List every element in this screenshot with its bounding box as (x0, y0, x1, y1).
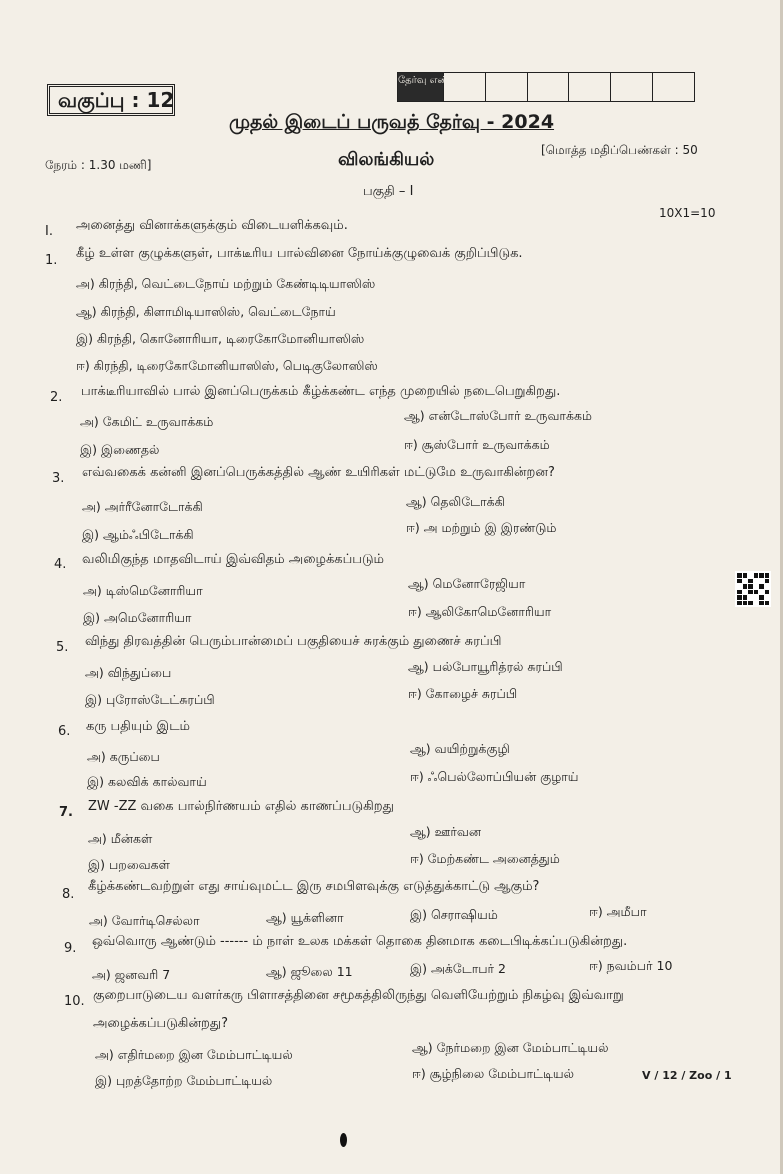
question-text: கீழ்க்கண்டவற்றுள் எது சாய்வுமட்ட இரு சமபிளவுக்கு எடுத்துக்காட்டு ஆகும்? (88, 879, 540, 894)
question-text-continued: அழைக்கப்படுகின்றது? (93, 1016, 229, 1031)
option-b: ஆ) ஜூலை 11 (266, 964, 353, 979)
exam-number-cell[interactable] (486, 73, 528, 101)
option-a: அ) மீன்கள் (88, 831, 153, 846)
option-b: ஆ) ஊர்வன (410, 824, 482, 839)
question-text: விந்து திரவத்தின் பெரும்பான்மைப் பகுதியைச் சுரக்கும் துணைச் சுரப்பி (85, 634, 502, 649)
option-c: இ) இணைதல் (80, 442, 160, 457)
option-d: ஈ) கிரந்தி, டிரைகோமோனியாஸிஸ், பெடிகுலோஸிஸ் (76, 358, 378, 373)
option-d: ஈ) ஃபெல்லோப்பியன் குழாய் (410, 769, 579, 784)
option-a: அ) அர்ரீனோடோக்கி (82, 499, 203, 514)
option-b: ஆ) என்டோஸ்போர் உருவாக்கம் (404, 408, 592, 423)
option-d: ஈ) நவம்பர் 10 (589, 958, 673, 973)
question-number: 8. (62, 887, 75, 902)
option-a: அ) கருப்பை (87, 749, 160, 764)
option-c: இ) கிரந்தி, கொனோரியா, டிரைகோமோனியாஸிஸ் (76, 331, 365, 346)
subject-title: விலங்கியல் (338, 149, 435, 170)
question-text: குறைபாடுடைய வளர்கரு பிளாசத்தினை சமூகத்திலிருந்து வெளியேற்றும் நிகழ்வு இவ்வாறு (93, 988, 624, 1003)
exam-number-box[interactable] (397, 72, 695, 102)
question-number: 2. (50, 390, 63, 405)
option-d: ஈ) கோழைச் சுரப்பி (408, 686, 518, 701)
paper-code: V / 12 / Zoo / 1 (642, 1069, 732, 1082)
option-c: இ) கலவிக் கால்வாய் (87, 774, 207, 789)
exam-time: நேரம் : 1.30 மணி] (45, 158, 152, 172)
option-c: இ) புரோஸ்டேட்சுரப்பி (85, 692, 215, 707)
option-a: அ) ஜனவரி 7 (92, 967, 171, 982)
question-number: 3. (52, 471, 65, 486)
option-b: ஆ) நேர்மறை இன மேம்பாட்டியல் (412, 1040, 609, 1055)
option-d: ஈ) அ மற்றும் இ இரண்டும் (406, 520, 557, 535)
question-text: கீழ் உள்ள குழுக்களுள், பாக்டீரிய பால்வினை நோய்க்குழுவைக் குறிப்பிடுக. (76, 246, 523, 261)
qr-code-icon[interactable] (735, 571, 771, 607)
option-b: ஆ) கிரந்தி, கிளாமிடியாஸிஸ், வெட்டைநோய் (76, 304, 336, 319)
exam-number-label: தேர்வு எண் (398, 73, 444, 101)
option-b: ஆ) பல்போயூரித்ரல் சுரப்பி (408, 659, 563, 674)
question-number: 4. (54, 557, 67, 572)
exam-number-cell[interactable] (653, 73, 694, 101)
option-a: அ) டிஸ்மெனோரியா (83, 583, 203, 598)
question-text: கரு பதியும் இடம் (86, 719, 191, 734)
question-number: 7. (59, 805, 73, 820)
total-marks: [மொத்த மதிப்பெண்கள் : 50 (541, 143, 698, 157)
exam-number-cell[interactable] (444, 73, 486, 101)
option-d: ஈ) அமீபா (589, 904, 647, 919)
option-a: அ) கிரந்தி, வெட்டைநோய் மற்றும் கேண்டிடியாஸிஸ் (76, 276, 376, 291)
question-number: 6. (58, 724, 71, 739)
option-c: இ) ஆம்ஃபிடோக்கி (82, 527, 194, 542)
option-d: ஈ) ஆலிகோமெனோரியா (408, 604, 552, 619)
exam-number-cell[interactable] (569, 73, 611, 101)
question-number: 9. (64, 941, 77, 956)
option-c: இ) அக்டோபர் 2 (410, 961, 507, 976)
option-b: ஆ) தெலிடோக்கி (406, 494, 505, 509)
question-number: 1. (45, 253, 58, 268)
question-text: பாக்டீரியாவில் பால் இனப்பெருக்கம் கீழ்க்கண்ட எந்த முறையில் நடைபெறுகிறது. (81, 384, 561, 399)
option-b: ஆ) வயிற்றுக்குழி (410, 741, 510, 756)
part-heading: பகுதி – I (363, 184, 414, 199)
instruction-text: அனைத்து வினாக்களுக்கும் விடையளிக்கவும். (76, 218, 348, 233)
option-b: ஆ) யூக்ளினா (266, 910, 344, 925)
ink-mark (340, 1133, 347, 1147)
question-text: எவ்வகைக் கன்னி இனப்பெருக்கத்தில் ஆண் உயிரிகள் மட்டுமே உருவாகின்றன? (82, 465, 555, 480)
option-a: அ) எதிர்மறை இன மேம்பாட்டியல் (95, 1047, 293, 1062)
option-a: அ) கேமிட் உருவாக்கம் (80, 414, 214, 429)
question-number: 10. (64, 994, 85, 1009)
part-marks: 10X1=10 (659, 206, 716, 220)
question-text: ZW -ZZ வகை பால்நிர்ணயம் எதில் காணப்படுகிறது (88, 799, 394, 814)
option-d: ஈ) மேற்கண்ட அனைத்தும் (410, 851, 560, 866)
question-text: ஒவ்வொரு ஆண்டும் ------ ம் நாள் உலக மக்கள் தொகை தினமாக கடைபிடிக்கப்படுகின்றது. (92, 934, 628, 949)
question-number: 5. (56, 640, 69, 655)
option-c: இ) புறத்தோற்ற மேம்பாட்டியல் (95, 1073, 273, 1088)
class-label: வகுப்பு : 12 (47, 84, 175, 116)
option-c: இ) பறவைகள் (88, 857, 170, 872)
option-c: இ) செராஷியம் (410, 907, 498, 922)
option-c: இ) அமெனோரியா (83, 610, 192, 625)
exam-number-cell[interactable] (611, 73, 653, 101)
question-text: வலிமிகுந்த மாதவிடாய் இவ்விதம் அழைக்கப்படும் (82, 552, 385, 567)
exam-title: முதல் இடைப் பருவத் தேர்வு - 2024 (228, 111, 555, 133)
instruction-number: I. (45, 224, 53, 239)
option-a: அ) வோர்டிசெல்லா (89, 913, 200, 928)
option-d: ஈ) சூஸ்போர் உருவாக்கம் (404, 437, 550, 452)
exam-number-cell[interactable] (528, 73, 570, 101)
option-d: ஈ) சூழ்நிலை மேம்பாட்டியல் (412, 1066, 575, 1081)
option-b: ஆ) மெனோரேஜியா (408, 576, 526, 591)
option-a: அ) விந்துப்பை (85, 665, 172, 680)
